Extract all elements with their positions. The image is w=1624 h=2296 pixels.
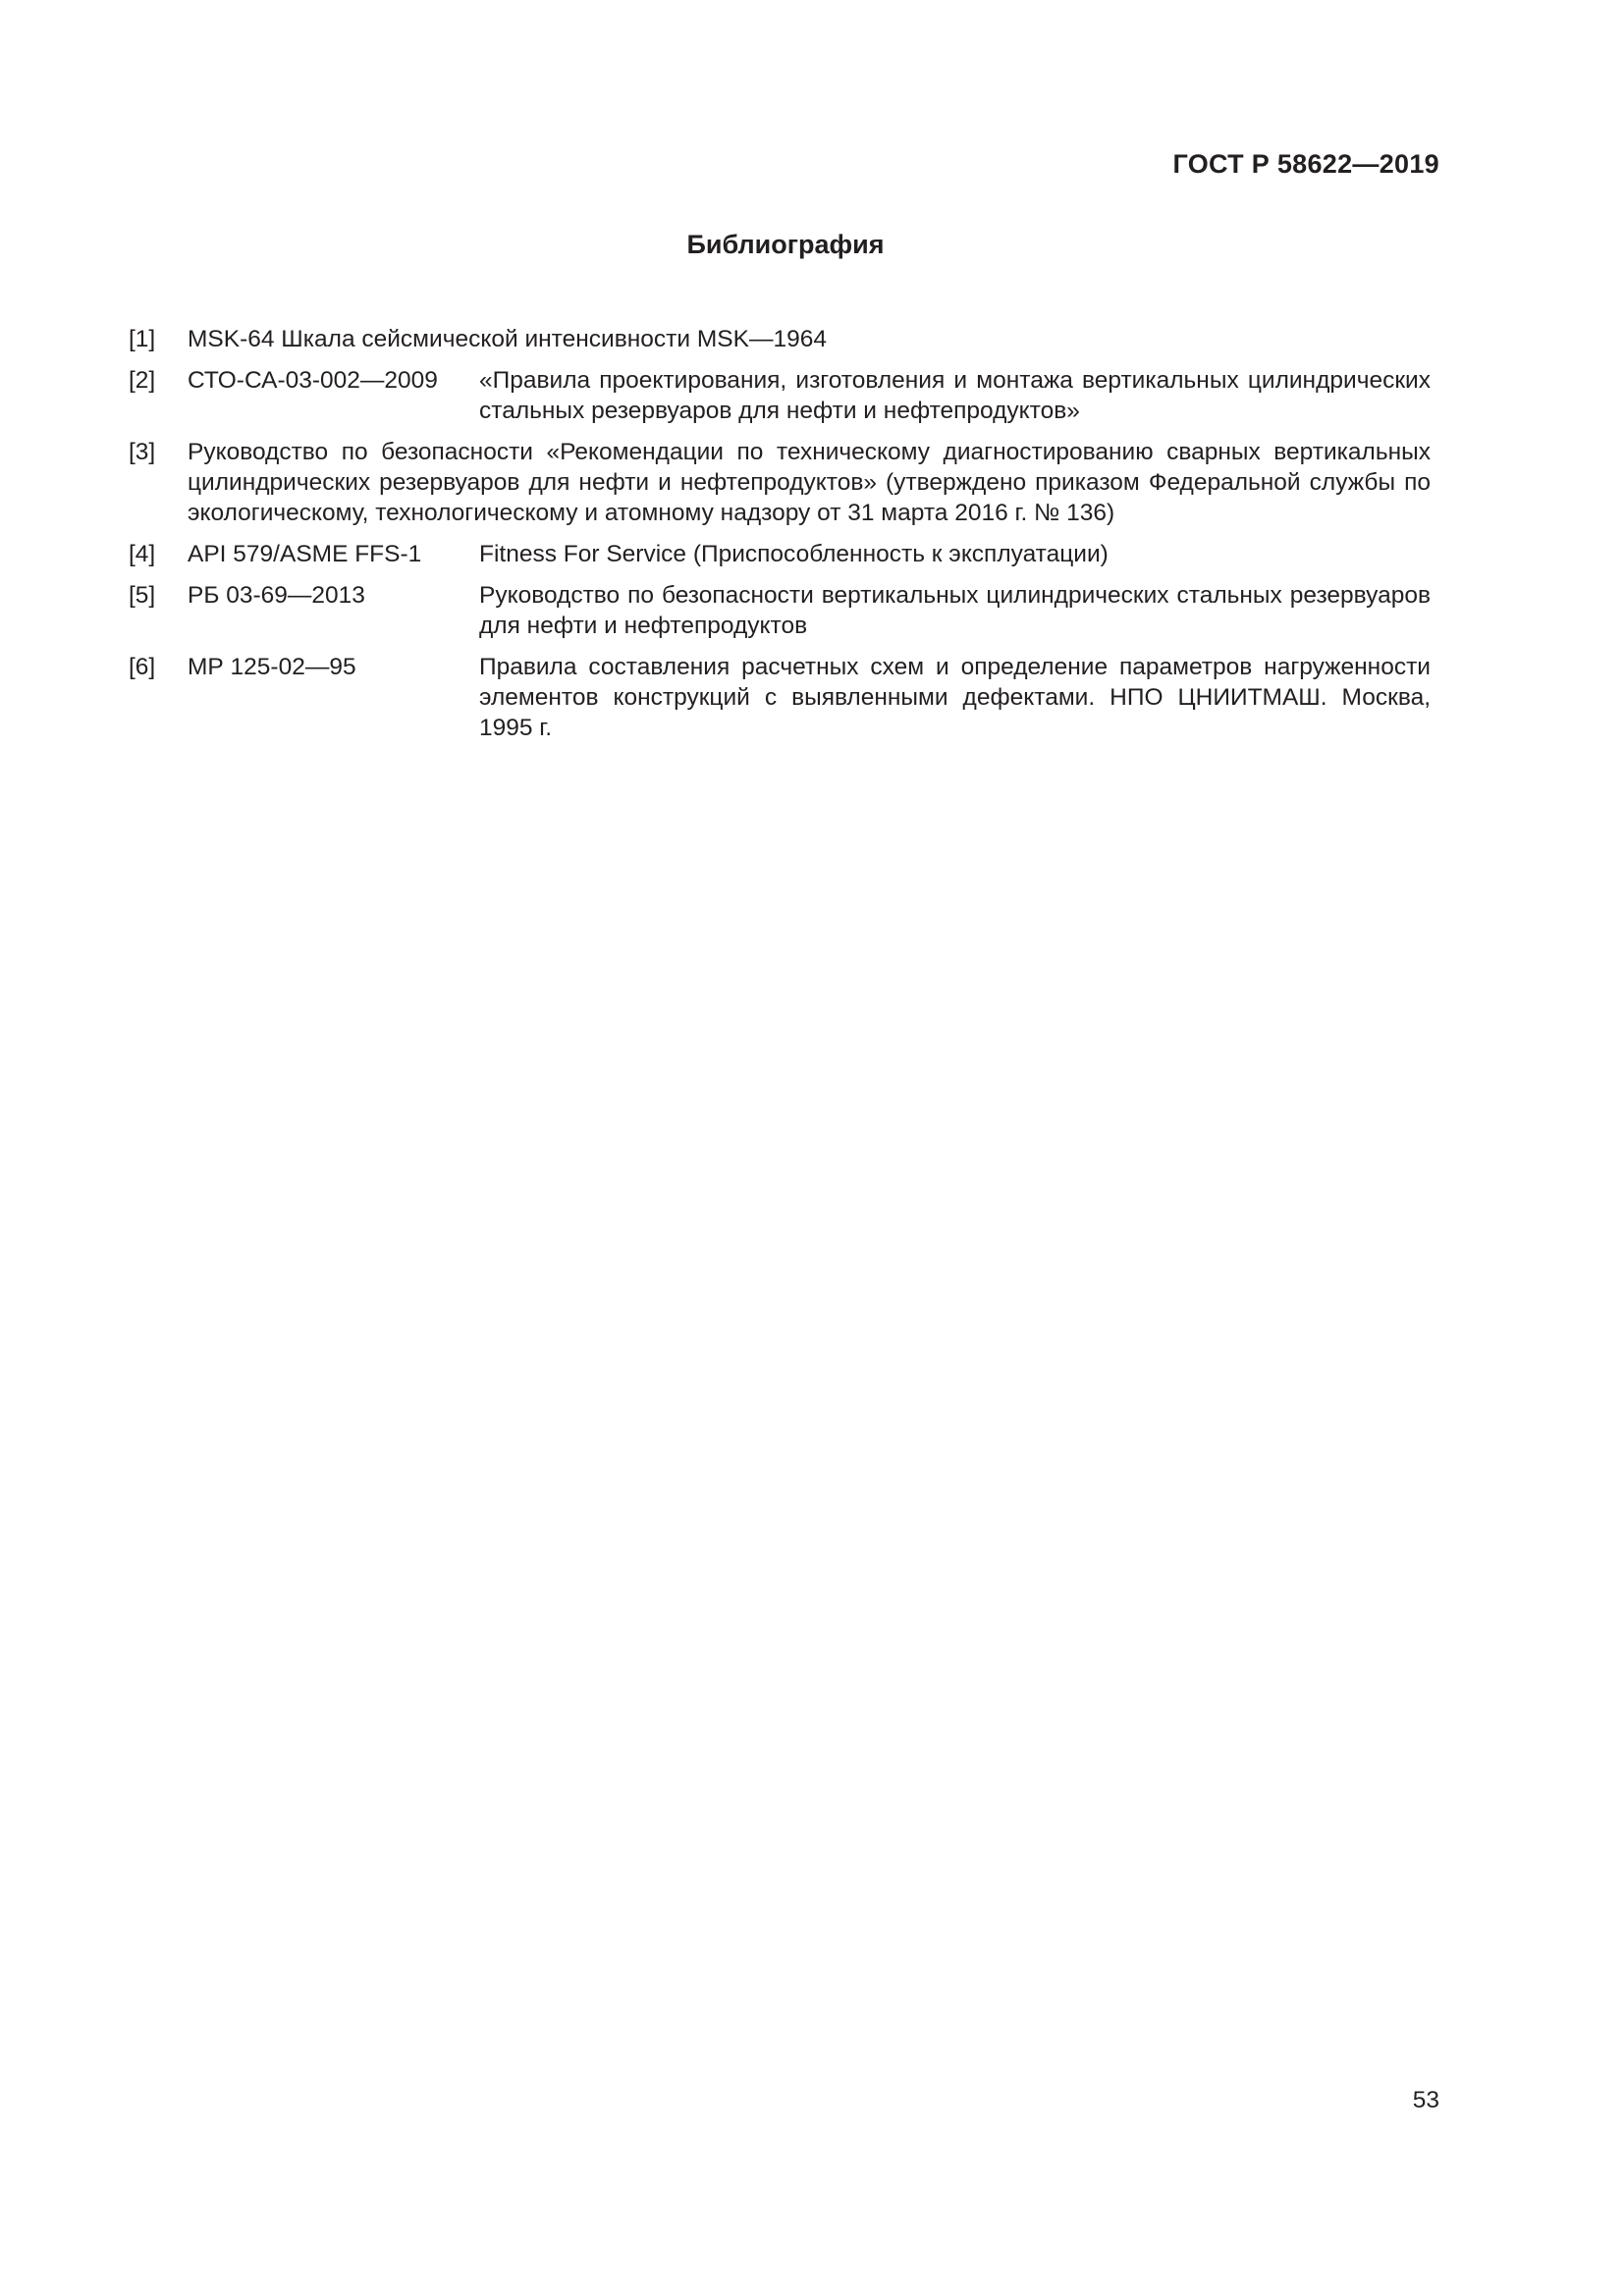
entry-code: СТО-СА-03-002—2009 <box>188 367 438 394</box>
bibliography-entry-3 <box>129 437 1431 528</box>
entry-code: РБ 03-69—2013 <box>188 582 365 609</box>
entry-text: Руководство по безопасности вертикальных цилиндрических стальных резервуаров для нефти и нефтепродуктов <box>479 582 1431 639</box>
entry-number: [5] <box>129 582 156 609</box>
entry-text: MSK-64 Шкала сейсмической интенсивности MSK—1964 <box>188 326 827 352</box>
document-code: ГОСТ Р 58622—2019 <box>1172 149 1439 179</box>
bibliography-entry-5 <box>129 580 1431 641</box>
section-title: Библиография <box>686 230 885 259</box>
bibliography-entry-2 <box>129 365 1431 426</box>
entry-text: Руководство по безопасности «Рекомендации по техническому диагностированию сварных вертикальных цилиндрических резервуаров для нефти и нефтепродуктов» (утверждено приказом Федеральной службы по экологическому, технологическому и атомному надзору от 31 марта 2016 г. № 136) <box>188 439 1431 526</box>
entry-text: Правила составления расчетных схем и определение параметров нагруженности элементов конструкций с выявленными дефектами. НПО ЦНИИТМАШ. Москва, 1995 г. <box>479 654 1431 741</box>
entry-code: МР 125-02—95 <box>188 654 356 680</box>
entry-number: [4] <box>129 541 156 567</box>
entry-number: [2] <box>129 367 156 394</box>
bibliography-entry-4 <box>129 539 1431 569</box>
bibliography-list <box>129 324 1431 754</box>
entry-number: [6] <box>129 654 156 680</box>
entry-text: Fitness For Service (Приспособленность к эксплуатации) <box>479 541 1109 567</box>
bibliography-entry-6 <box>129 652 1431 743</box>
entry-text: «Правила проектирования, изготовления и монтажа вертикальных цилиндрических стальных резервуаров для нефти и нефтепродуктов» <box>479 367 1431 424</box>
entry-number: [1] <box>129 326 156 352</box>
entry-code: API 579/ASME FFS-1 <box>188 541 422 567</box>
page-number: 53 <box>1412 2087 1439 2113</box>
bibliography-entry-1 <box>129 324 1431 354</box>
entry-number: [3] <box>129 439 156 465</box>
